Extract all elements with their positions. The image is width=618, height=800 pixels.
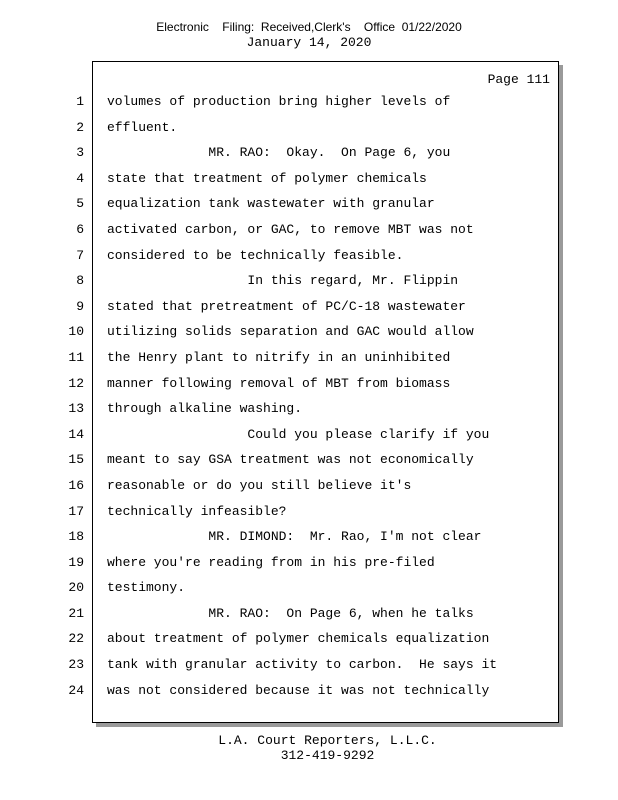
line-text: Could you please clarify if you bbox=[107, 426, 490, 442]
transcript-line bbox=[0, 244, 618, 270]
transcript-date: January 14, 2020 bbox=[246, 35, 372, 50]
transcript-line bbox=[0, 372, 618, 398]
line-number: 22 bbox=[68, 631, 84, 647]
line-number: 2 bbox=[76, 119, 84, 135]
transcript-line bbox=[0, 525, 618, 551]
line-number: 5 bbox=[76, 196, 84, 212]
line-text: reasonable or do you still believe it's bbox=[107, 477, 412, 493]
transcript-line bbox=[0, 167, 618, 193]
line-number: 18 bbox=[68, 529, 84, 545]
transcript-line bbox=[0, 423, 618, 449]
transcript-line bbox=[0, 474, 618, 500]
line-number: 12 bbox=[68, 375, 84, 391]
transcript-line bbox=[0, 500, 618, 526]
transcript-line bbox=[0, 346, 618, 372]
line-number: 1 bbox=[76, 94, 84, 109]
line-text: MR. DIMOND: Mr. Rao, I'm not clear bbox=[107, 529, 482, 545]
transcript-line bbox=[0, 397, 618, 423]
line-text: considered to be technically feasible. bbox=[107, 247, 404, 263]
line-text: effluent. bbox=[107, 119, 178, 135]
line-text: MR. RAO: Okay. On Page 6, you bbox=[107, 145, 451, 161]
line-number: 6 bbox=[76, 221, 84, 237]
line-number: 13 bbox=[68, 401, 84, 417]
line-text: was not considered because it was not technically bbox=[107, 682, 490, 698]
transcript-line bbox=[0, 192, 618, 218]
line-number: 10 bbox=[68, 324, 84, 340]
line-number: 14 bbox=[68, 426, 84, 442]
line-text: utilizing solids separation and GAC would allow bbox=[107, 324, 474, 340]
line-text: stated that pretreatment of PC/C-18 wastewater bbox=[107, 298, 466, 314]
line-text: testimony. bbox=[107, 580, 186, 596]
line-number: 17 bbox=[68, 503, 84, 519]
line-number: 23 bbox=[68, 657, 84, 673]
line-number: 4 bbox=[76, 170, 84, 186]
line-text: In this regard, Mr. Flippin bbox=[107, 273, 459, 289]
page-number: Page 111 bbox=[487, 72, 550, 87]
line-text: equalization tank wastewater with granular bbox=[107, 196, 435, 212]
transcript-line bbox=[0, 218, 618, 244]
footer bbox=[0, 733, 618, 763]
line-number: 11 bbox=[68, 349, 84, 365]
line-text: the Henry plant to nitrify in an uninhibited bbox=[107, 349, 451, 365]
reporter-company: L.A. Court Reporters, L.L.C. bbox=[218, 733, 437, 748]
line-text: where you're reading from in his pre-filed bbox=[107, 554, 435, 570]
transcript-line bbox=[0, 269, 618, 295]
line-number: 20 bbox=[68, 580, 84, 596]
transcript-lines bbox=[0, 90, 618, 704]
line-text: activated carbon, or GAC, to remove MBT was not bbox=[107, 221, 474, 237]
line-text: manner following removal of MBT from biomass bbox=[107, 375, 451, 391]
line-text: volumes of production bring higher levels of bbox=[107, 94, 451, 109]
line-number: 21 bbox=[68, 605, 84, 621]
transcript-line bbox=[0, 551, 618, 577]
filing-stamp: Electronic Filing: Received,Clerk's Office 01/22/2020 bbox=[156, 20, 462, 34]
line-text: technically infeasible? bbox=[107, 503, 287, 519]
line-number: 9 bbox=[76, 298, 84, 314]
transcript-line bbox=[0, 90, 618, 116]
transcript-line bbox=[0, 653, 618, 679]
transcript-line bbox=[0, 679, 618, 705]
line-text: about treatment of polymer chemicals equalization bbox=[107, 631, 490, 647]
line-number: 15 bbox=[68, 452, 84, 468]
line-number: 7 bbox=[76, 247, 84, 263]
line-text: through alkaline washing. bbox=[107, 401, 303, 417]
line-number: 16 bbox=[68, 477, 84, 493]
reporter-phone: 312-419-9292 bbox=[280, 748, 375, 763]
transcript-line bbox=[0, 320, 618, 346]
line-number: 24 bbox=[68, 682, 84, 698]
transcript-line bbox=[0, 602, 618, 628]
line-text: MR. RAO: On Page 6, when he talks bbox=[107, 605, 474, 621]
line-text: state that treatment of polymer chemicals bbox=[107, 170, 427, 186]
line-number: 3 bbox=[76, 145, 84, 161]
transcript-line bbox=[0, 116, 618, 142]
line-number: 8 bbox=[76, 273, 84, 289]
line-text: meant to say GSA treatment was not economically bbox=[107, 452, 474, 468]
line-text: tank with granular activity to carbon. He says it bbox=[107, 657, 498, 673]
transcript-line bbox=[0, 448, 618, 474]
transcript-line bbox=[0, 627, 618, 653]
line-number: 19 bbox=[68, 554, 84, 570]
transcript-line bbox=[0, 576, 618, 602]
transcript-line bbox=[0, 295, 618, 321]
transcript-line bbox=[0, 141, 618, 167]
